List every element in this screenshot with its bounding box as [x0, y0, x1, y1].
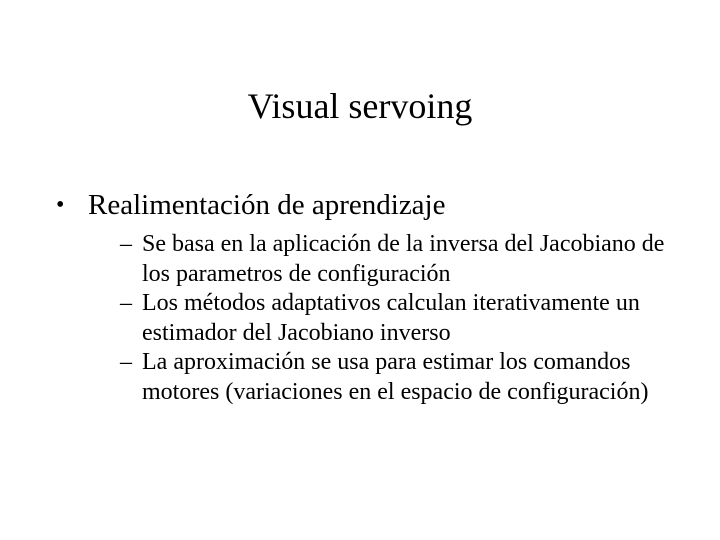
sub-bullet-text: La aproximación se usa para estimar los comandos motores (variaciones en el espacio de configuración)	[142, 349, 649, 405]
dash-marker: –	[120, 290, 132, 316]
sub-bullet-item	[118, 289, 680, 348]
bullet-marker: •	[56, 192, 65, 218]
bullet-item	[56, 186, 686, 224]
bullet-text: Realimentación de aprendizaje	[88, 189, 446, 221]
sub-bullet-text: Se basa en la aplicación de la inversa del Jacobiano de los parametros de configuración	[142, 231, 665, 287]
slide-title: Visual servoing	[247, 86, 473, 126]
slide-body	[56, 186, 686, 407]
sub-bullet-item	[118, 348, 680, 407]
sub-bullet-item	[118, 230, 680, 289]
dash-marker: –	[120, 231, 132, 257]
dash-marker: –	[120, 349, 132, 375]
sub-bullet-list	[118, 230, 686, 407]
sub-bullet-text: Los métodos adaptativos calculan iterativamente un estimador del Jacobiano inverso	[142, 290, 640, 346]
